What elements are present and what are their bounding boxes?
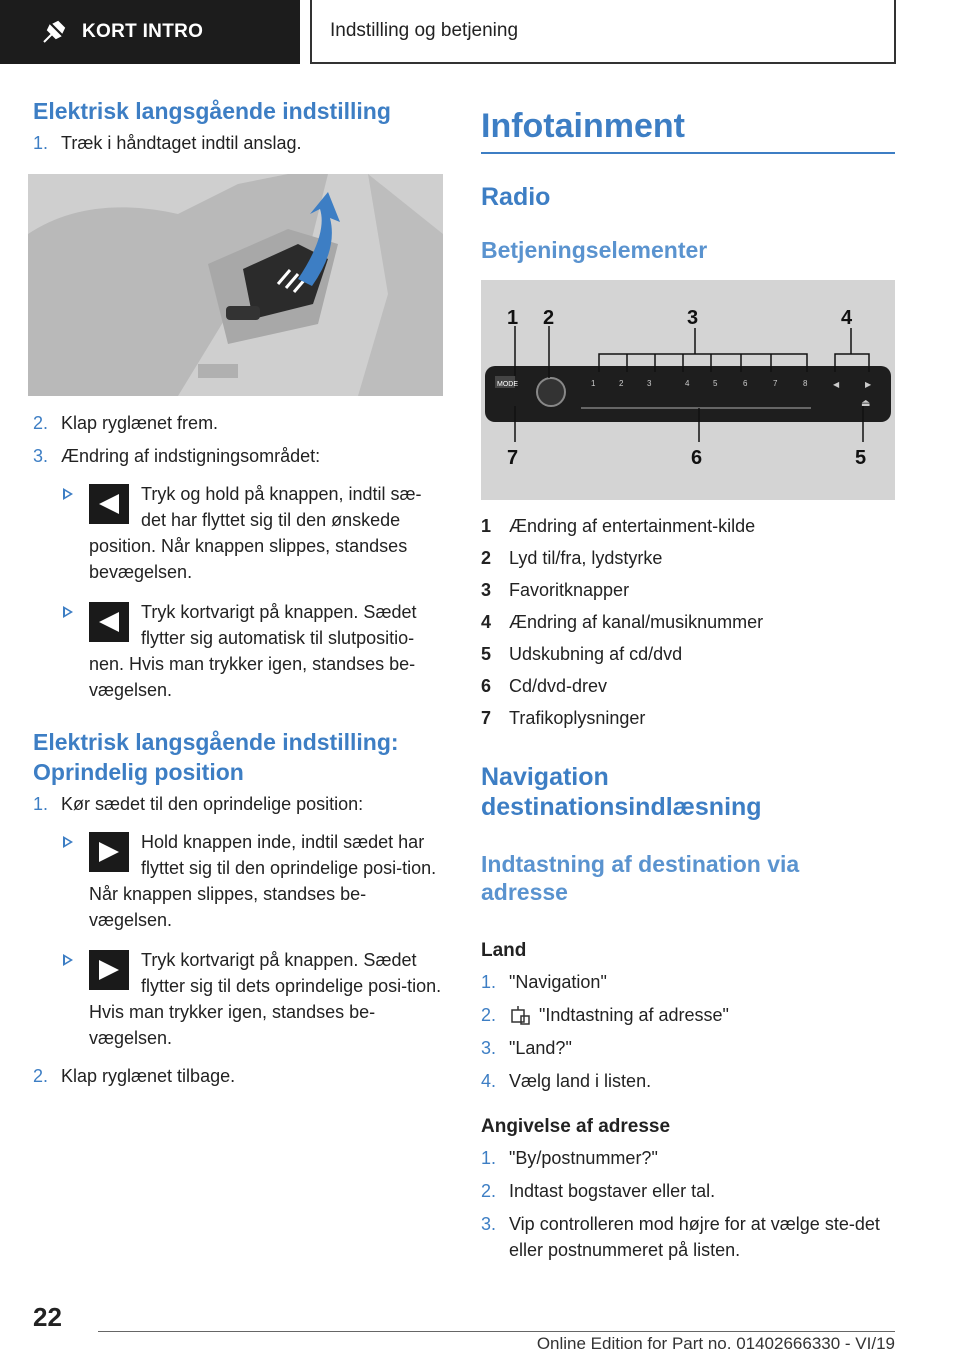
eject-icon: ⏏	[861, 398, 871, 409]
step-number: 1.	[33, 794, 49, 814]
step-number: 3.	[481, 1038, 497, 1058]
step-text: "Land?"	[509, 1038, 572, 1058]
footer-divider	[98, 1331, 895, 1332]
legend-text: Trafikoplysninger	[509, 708, 646, 728]
legend-item	[481, 702, 895, 734]
step-text: "By/postnummer?"	[509, 1148, 658, 1168]
bullet-text: Tryk og hold på knappen, indtil sæ-det har flyttet sig til den ønskede position. Når knappen slippes, standses bevægelsen.	[89, 484, 422, 582]
left-column	[33, 96, 443, 1089]
radio-heading: Radio	[481, 183, 551, 211]
step-item	[33, 443, 443, 469]
legend-item	[481, 542, 895, 574]
step-item	[481, 1002, 895, 1028]
step-number: 3.	[481, 1214, 497, 1234]
preset-label: 7	[773, 379, 778, 388]
callout-label: 3	[687, 307, 699, 329]
edition-note: Online Edition for Part no. 01402666330 - VI/19	[536, 1334, 895, 1353]
triangle-bullet-icon	[63, 836, 73, 848]
step-text: Klap ryglænet frem.	[61, 413, 219, 433]
triangle-bullet-icon	[63, 606, 73, 618]
prev-arrow-icon: ◀	[833, 380, 840, 389]
step-number: 2.	[481, 1005, 497, 1025]
chapter-title: Indstilling og betjening	[330, 20, 519, 41]
heading-longitudinal: Elektrisk langsgående indstilling	[33, 98, 391, 124]
bullet-text: Hold knappen inde, indtil sædet har flyttet sig til den oprindelige posi-tion. Når knappen slippes, standses be-vægelsen.	[89, 832, 437, 930]
callout-label: 5	[855, 447, 867, 469]
arrow-left-button-icon	[89, 602, 129, 642]
callout-label: 6	[691, 447, 703, 469]
triangle-bullet-icon	[63, 488, 73, 500]
legend-item	[481, 638, 895, 670]
callout-label: 4	[841, 307, 853, 329]
step-item	[481, 1211, 895, 1263]
preset-label: 6	[743, 379, 748, 388]
step-item	[481, 1068, 895, 1094]
preset-label: 2	[619, 379, 624, 388]
arrow-left-button-icon	[89, 484, 129, 524]
step-item	[33, 130, 443, 156]
legend-key: 6	[481, 676, 492, 696]
callout-label: 1	[507, 307, 519, 329]
preset-label: 3	[647, 379, 652, 388]
land-subheading: Land	[481, 940, 527, 961]
legend-key: 4	[481, 612, 492, 632]
legend-key: 3	[481, 580, 492, 600]
preset-label: 5	[713, 379, 718, 388]
step-number: 1.	[33, 133, 49, 153]
bullet-item	[33, 829, 443, 933]
step-number: 2.	[33, 413, 49, 433]
arrow-right-button-icon	[89, 950, 129, 990]
navigation-heading: Navigation destinationsindlæsning	[481, 763, 762, 821]
chapter-tab	[310, 0, 896, 64]
bullet-text: Tryk kortvarigt på knappen. Sædet flytter sig automatisk til slutpositio-nen. Hvis man trykker igen, standses be-vægelsen.	[89, 602, 417, 700]
step-text: "Navigation"	[509, 972, 607, 992]
legend-text: Favoritknapper	[509, 580, 630, 600]
legend-text: Cd/dvd-drev	[509, 676, 608, 696]
step-item	[33, 791, 443, 817]
step-number: 4.	[481, 1071, 497, 1091]
step-text: Ændring af indstigningsområdet:	[61, 446, 321, 466]
bullet-item	[33, 947, 443, 1051]
address-heading: Indtastning af destination via adresse	[481, 851, 800, 905]
preset-label: 4	[685, 379, 690, 388]
step-text: Vip controlleren mod højre for at vælge ste-det eller postnummeret på listen.	[509, 1214, 880, 1260]
step-text: Klap ryglænet tilbage.	[61, 1066, 236, 1086]
page-number: 22	[33, 1302, 62, 1332]
step-text: Vælg land i listen.	[509, 1071, 652, 1091]
step-item	[481, 1035, 895, 1061]
bullet-item	[33, 599, 443, 703]
legend-text: Ændring af entertainment-kilde	[509, 516, 756, 536]
step-number: 2.	[481, 1181, 497, 1201]
controls-heading: Betjeningselementer	[481, 237, 708, 263]
bullet-text: Tryk kortvarigt på knappen. Sædet flytter sig til dets oprindelige posi-tion. Hvis man trykker igen, standses be-vægelsen.	[89, 950, 442, 1048]
legend-text: Lyd til/fra, lydstyrke	[509, 548, 663, 568]
legend-item	[481, 574, 895, 606]
next-arrow-icon: ▶	[865, 380, 872, 389]
title-rule	[481, 152, 895, 154]
pin-icon	[40, 18, 68, 46]
legend-key: 7	[481, 708, 492, 728]
legend-key: 5	[481, 644, 492, 664]
step-item	[481, 1145, 895, 1171]
step-text: Træk i håndtaget indtil anslag.	[61, 133, 302, 153]
infotainment-title: Infotainment	[481, 107, 685, 145]
diagram-legend	[481, 510, 895, 734]
section-title: KORT INTRO	[82, 21, 204, 42]
right-column	[481, 104, 895, 1263]
step-item	[481, 969, 895, 995]
step-item	[33, 1063, 443, 1089]
seat-photo	[28, 174, 443, 396]
callout-label: 7	[507, 447, 519, 469]
step-text: Indtast bogstaver eller tal.	[509, 1181, 716, 1201]
step-item	[481, 1178, 895, 1204]
section-tab	[0, 0, 300, 64]
address-entry-icon	[509, 1004, 531, 1026]
step-number: 3.	[33, 446, 49, 466]
legend-key: 1	[481, 516, 492, 536]
step-text: "Indtastning af adresse"	[539, 1005, 729, 1025]
step-number: 2.	[33, 1066, 49, 1086]
mode-label: MODE	[497, 381, 518, 388]
step-number: 1.	[481, 972, 497, 992]
radio-diagram	[481, 280, 895, 500]
legend-text: Ændring af kanal/musiknummer	[509, 612, 764, 632]
bullet-item	[33, 481, 443, 585]
address-subheading: Angivelse af adresse	[481, 1116, 671, 1137]
legend-item	[481, 510, 895, 542]
step-text: Kør sædet til den oprindelige position:	[61, 794, 364, 814]
arrow-right-button-icon	[89, 832, 129, 872]
triangle-bullet-icon	[63, 954, 73, 966]
heading-original-position: Elektrisk langsgående indstilling: Oprindelig position	[33, 729, 399, 785]
legend-text: Udskubning af cd/dvd	[509, 644, 683, 664]
legend-key: 2	[481, 548, 492, 568]
callout-label: 2	[543, 307, 555, 329]
legend-item	[481, 670, 895, 702]
legend-item	[481, 606, 895, 638]
preset-label: 8	[803, 379, 808, 388]
preset-label: 1	[591, 379, 596, 388]
step-number: 1.	[481, 1148, 497, 1168]
step-item	[33, 410, 443, 436]
